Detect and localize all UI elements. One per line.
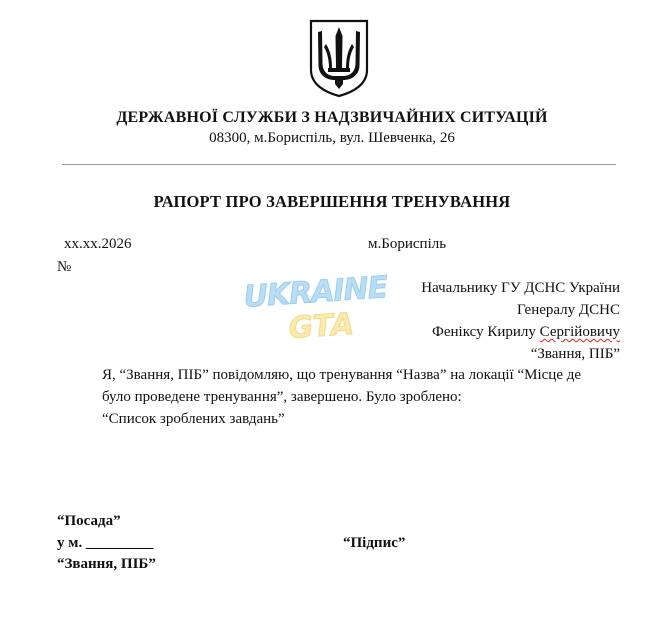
signature-sign: “Підпис” (343, 535, 406, 551)
ukraine-gta-watermark-logo (242, 266, 389, 350)
recipient-line-2: Генералу ДСНС (517, 302, 620, 318)
report-date: xx.xx.2026 (64, 236, 132, 252)
document-title: РАПОРТ ПРО ЗАВЕРШЕННЯ ТРЕНУВАННЯ (153, 192, 511, 211)
report-city: м.Бориспіль (368, 236, 447, 252)
recipient-line-3 (432, 324, 620, 341)
organization-name: ДЕРЖАВНОЇ СЛУЖБИ З НАДЗВИЧАЙНИХ СИТУАЦІЙ (116, 109, 548, 126)
svg-text:GTA: GTA (287, 306, 356, 347)
header-divider (62, 164, 616, 165)
signature-rank-line: у м. _________ (57, 535, 154, 551)
recipient-line-1: Начальнику ГУ ДСНС України (421, 280, 620, 296)
body-line-1: Я, “Звання, ПІБ” повідомляю, що тренування “Назва” на локації “Місце де (102, 367, 582, 383)
body-line-2: було проведене тренування”, завершено. Було зроблено: (102, 389, 462, 405)
recipient-patronymic: Сергійовичу (539, 324, 620, 340)
recipient-name: Феніксу Кирилу (432, 324, 540, 340)
organization-address: 08300, м.Бориспіль, вул. Шевченка, 26 (209, 130, 455, 146)
recipient-line-4: “Звання, ПІБ” (530, 346, 620, 362)
signature-position: “Посада” (57, 513, 121, 529)
trident-coat-of-arms-icon (308, 18, 370, 98)
body-line-3: “Список зроблених завдань” (102, 411, 285, 427)
svg-text:UKRAINE: UKRAINE (242, 270, 389, 315)
signature-name: “Звання, ПІБ” (57, 556, 156, 572)
report-number-label: № (57, 259, 72, 275)
